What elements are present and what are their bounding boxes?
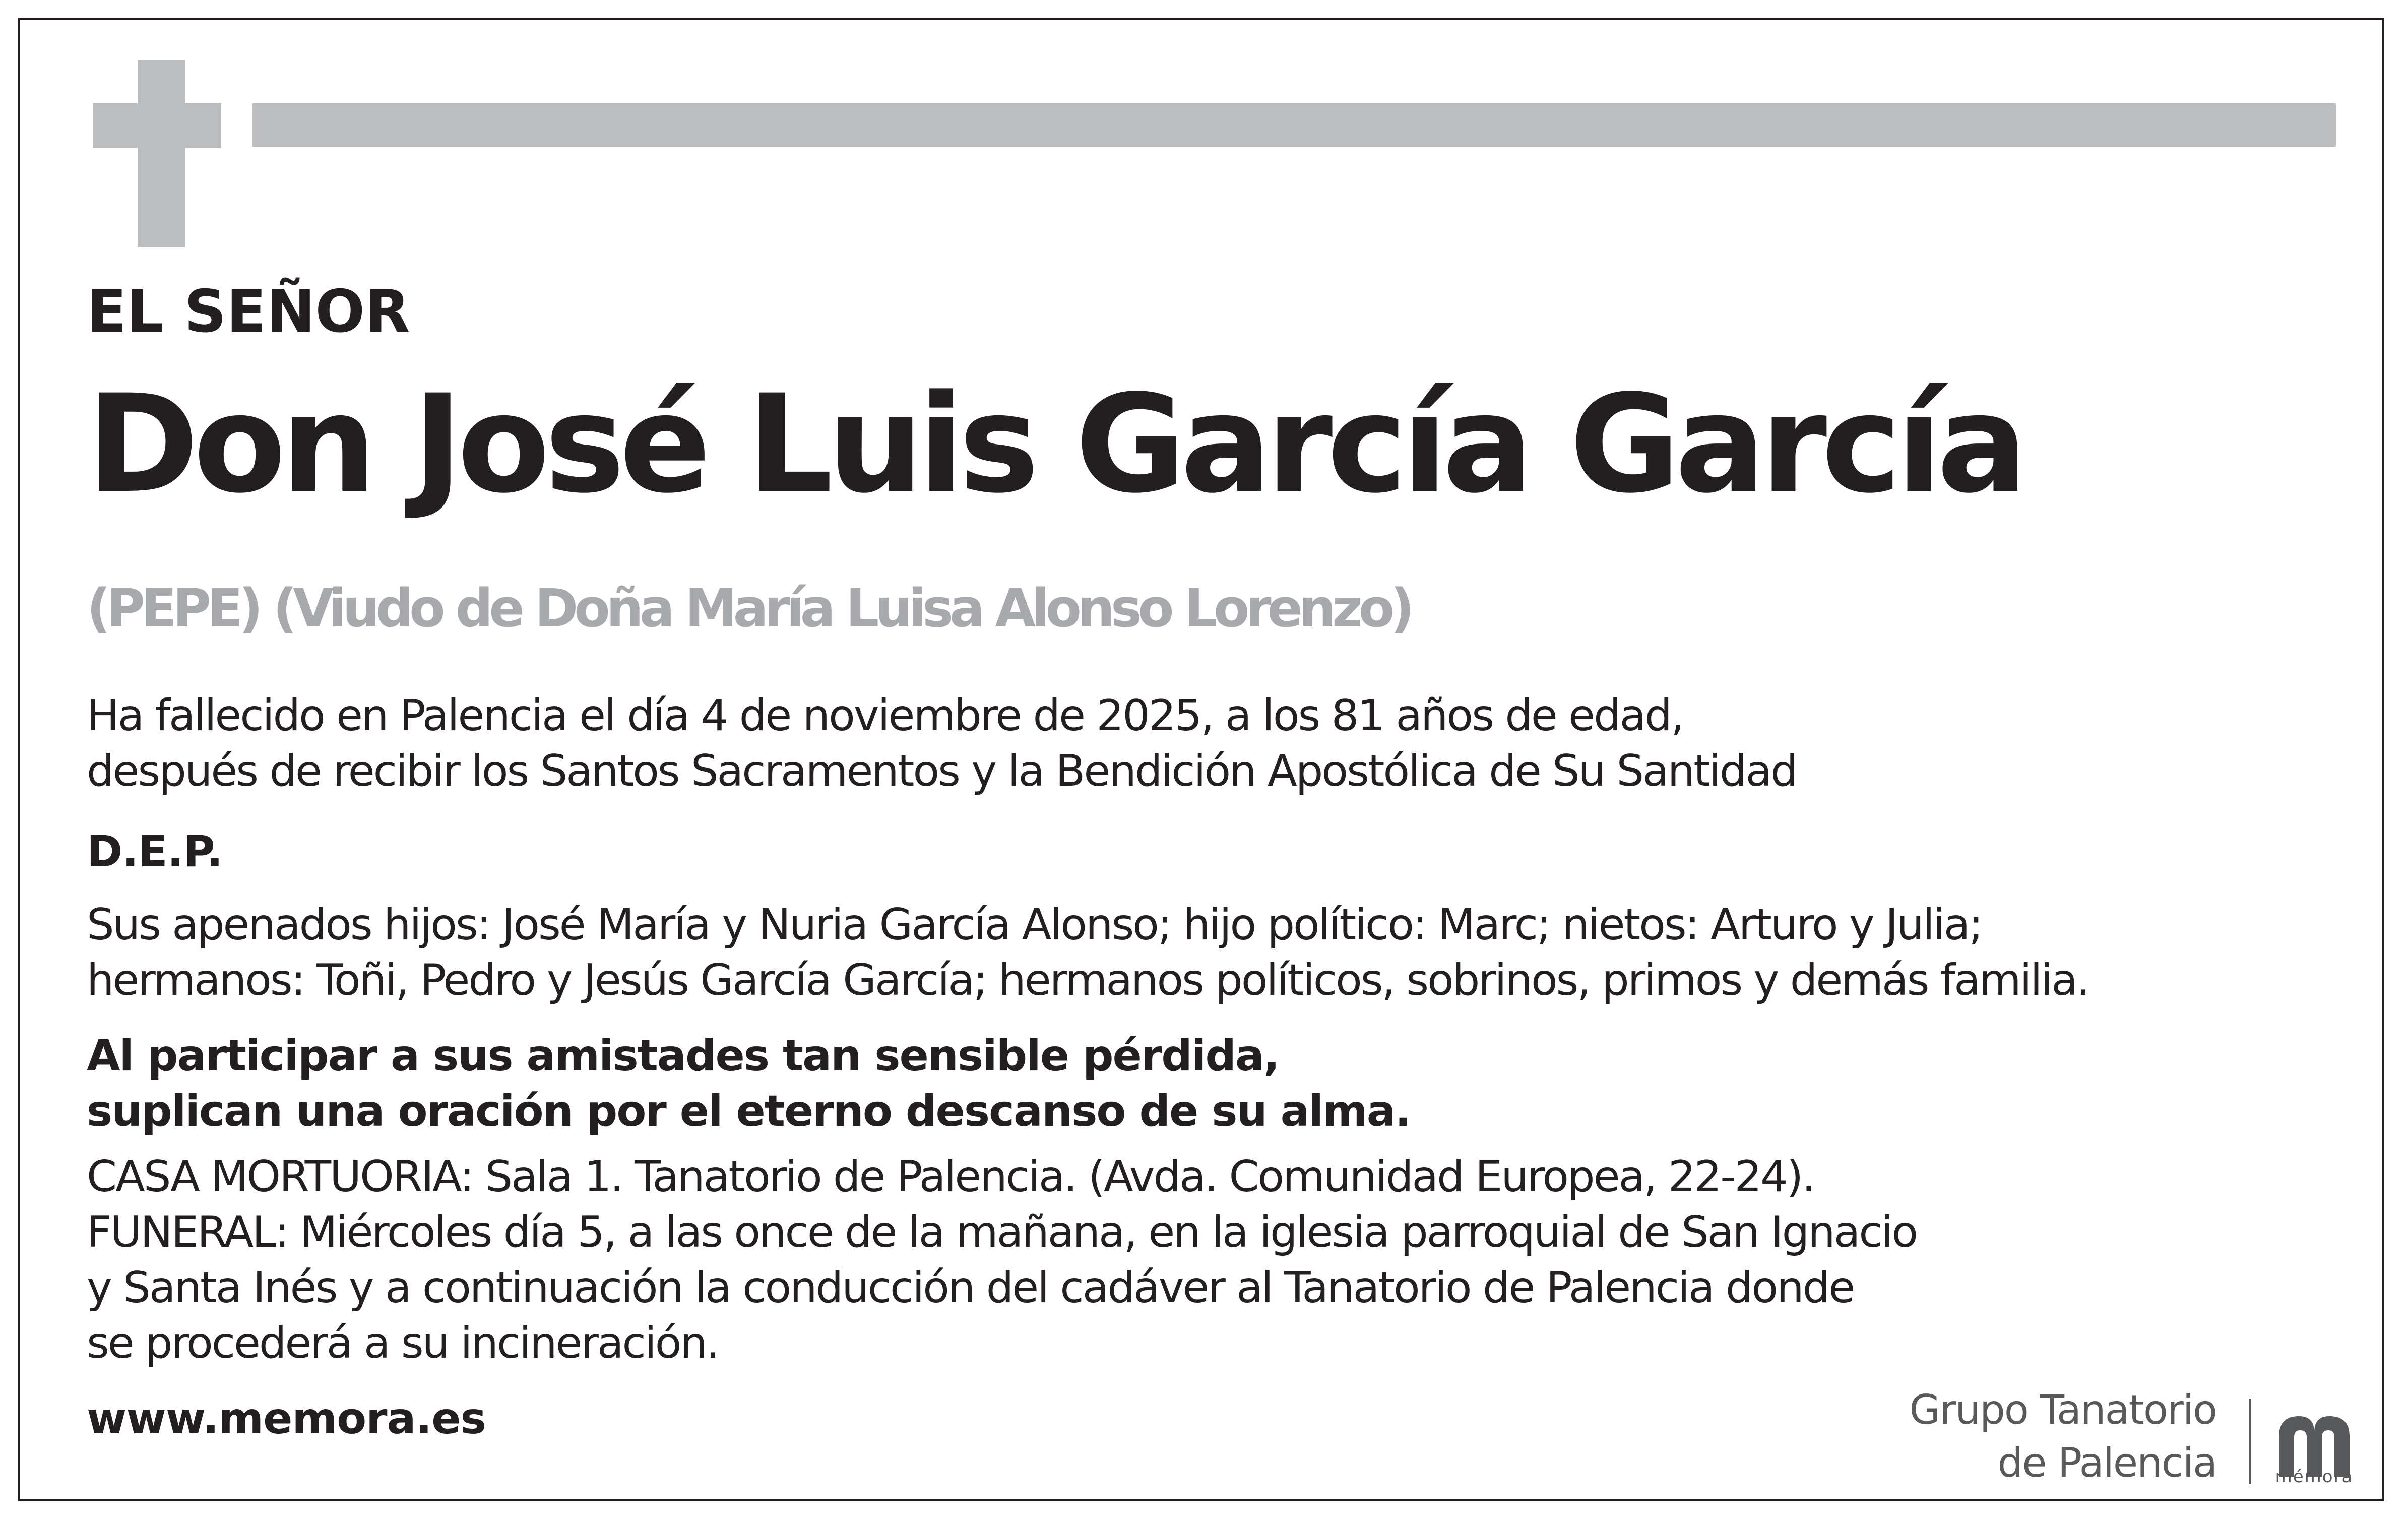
family-line: hermanos: Toñi, Pedro y Jesús García García; hermanos políticos, sobrinos, primos y demás familia. xyxy=(87,955,2089,1005)
header-rule xyxy=(252,103,2336,147)
prayer-request xyxy=(87,1028,1410,1139)
service-details xyxy=(87,1149,1917,1371)
funeral-home-name xyxy=(1910,1383,2217,1489)
brand-line: de Palencia xyxy=(1997,1439,2216,1486)
cross-icon xyxy=(138,60,185,247)
brand-line: Grupo Tanatorio xyxy=(1909,1386,2216,1433)
family-line: Sus apenados hijos: José María y Nuria García Alonso; hijo político: Marc; nietos: Arturo y Julia; xyxy=(87,900,1982,950)
brand-divider xyxy=(2249,1399,2251,1484)
memora-logo-word: mémora xyxy=(2275,1467,2354,1487)
cross-icon-arm xyxy=(93,103,221,148)
announcement-line: Ha fallecido en Palencia el día 4 de noviembre de 2025, a los 81 años de edad, xyxy=(87,690,1683,741)
service-line: CASA MORTUORIA: Sala 1. Tanatorio de Palencia. (Avda. Comunidad Europea, 22-24). xyxy=(87,1152,1814,1202)
service-line: se procederá a su incineración. xyxy=(87,1318,719,1368)
rest-in-peace: D.E.P. xyxy=(87,827,223,877)
website-link[interactable]: www.memora.es xyxy=(87,1393,486,1444)
family-list xyxy=(87,897,2088,1008)
nickname-widower-note: (PEPE) (Viudo de Doña María Luisa Alonso Lorenzo) xyxy=(87,578,1411,639)
deceased-name: Don José Luis García García xyxy=(87,366,2022,523)
announcement-line: después de recibir los Santos Sacramentos y la Bendición Apostólica de Su Santidad xyxy=(87,746,1797,796)
prayer-line: Al participar a sus amistades tan sensible pérdida, xyxy=(87,1031,1279,1081)
prayer-line: suplican una oración por el eterno descanso de su alma. xyxy=(87,1086,1411,1136)
service-line: FUNERAL: Miércoles día 5, a las once de la mañana, en la iglesia parroquial de San Ignacio xyxy=(87,1207,1917,1257)
service-line: y Santa Inés y a continuación la conducción del cadáver al Tanatorio de Palencia donde xyxy=(87,1262,1854,1313)
honorific-label: EL SEÑOR xyxy=(87,278,410,346)
death-announcement xyxy=(87,688,1797,799)
